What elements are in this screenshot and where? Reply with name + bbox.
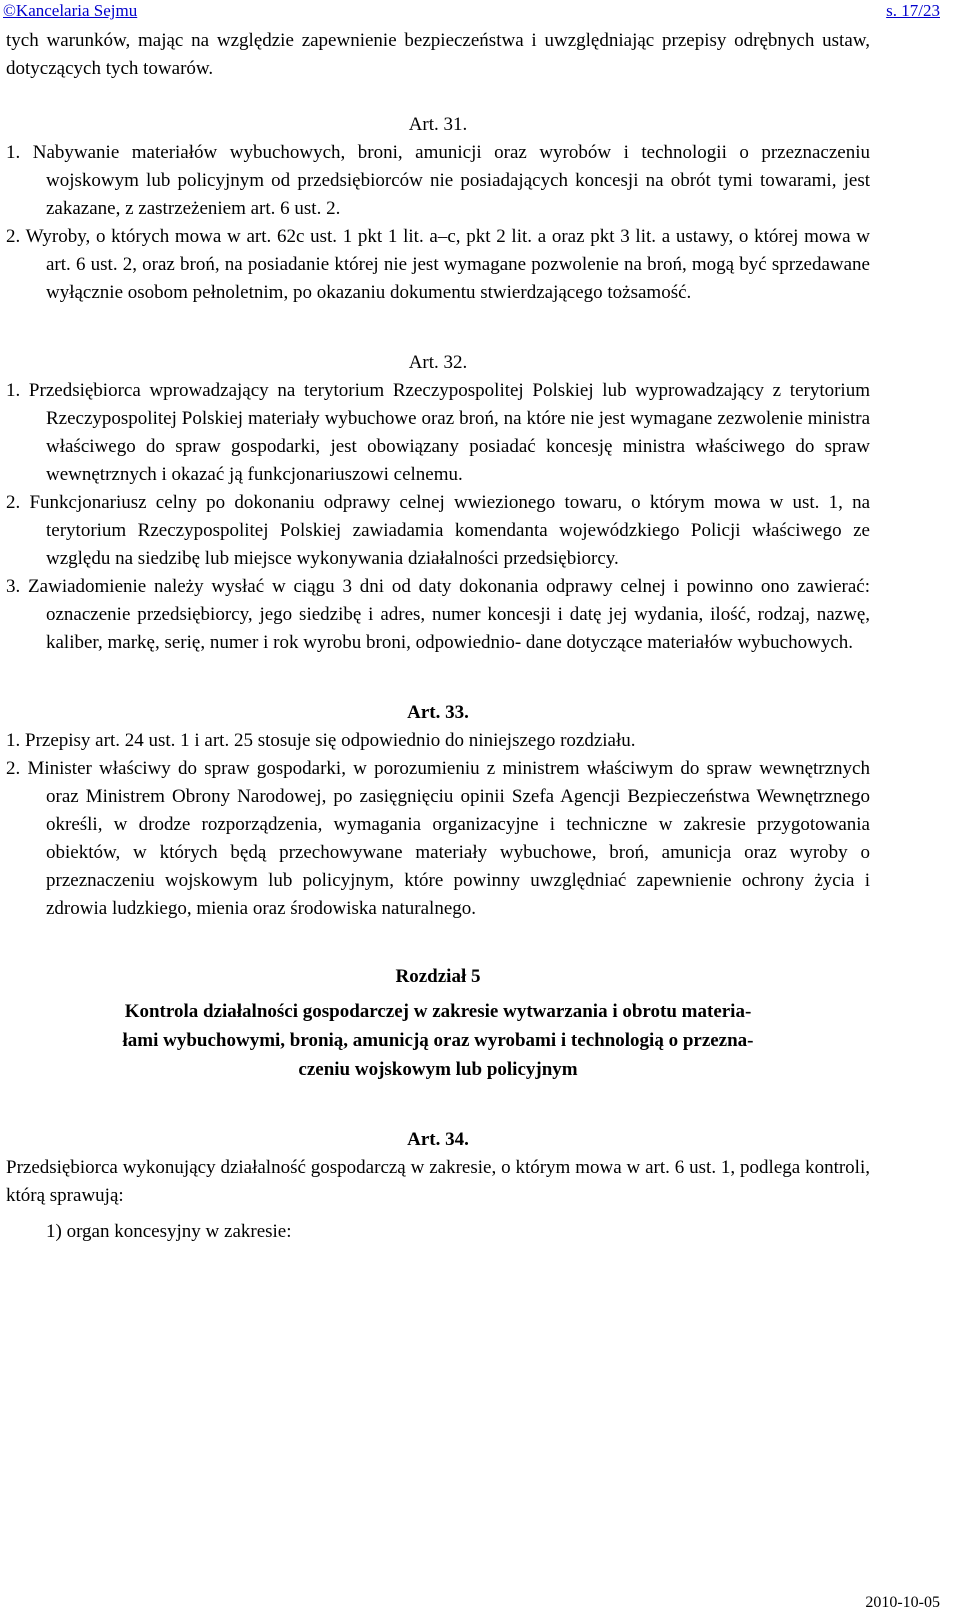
article-31-paragraph-1: 1. Nabywanie materiałów wybuchowych, broni, amunicji oraz wyrobów i technologii o przeznaczeniu wojskowym lub policyjnym od przedsiębiorców nie posiadających koncesji na obrót tymi towarami, jest zakazane, z zastrzeżeniem art. 6 ust. 2. bbox=[6, 142, 870, 219]
article-32-paragraph-1: 1. Przedsiębiorca wprowadzający na terytorium Rzeczypospolitej Polskiej lub wyprowadzający z terytorium Rzeczypospolitej Polskiej materiały wybuchowe oraz broń, na które nie jest wymagane zezwolenie ministra właściwego do spraw gospodarki, jest obowiązany posiadać koncesję ministra właściwego do spraw wewnętrznych i okazać ją funkcjonariuszowi celnemu. bbox=[6, 380, 870, 485]
paragraph-continuation: tych warunków, mając na względzie zapewnienie bezpieczeństwa i uwzględniając przepisy odrębnych ustaw, dotyczących tych towarów. bbox=[6, 30, 870, 79]
page-header bbox=[0, 0, 960, 22]
article-32-title: Art. 32. bbox=[408, 352, 468, 373]
document-body bbox=[6, 27, 870, 1246]
article-34-item-1: 1) organ koncesyjny w zakresie: bbox=[46, 1221, 292, 1242]
article-33-paragraph-1: 1. Przepisy art. 24 ust. 1 i art. 25 stosuje się odpowiednio do niniejszego rozdziału. bbox=[6, 730, 636, 751]
chapter-title-line-1: Kontrola działalności gospodarczej w zakresie wytwarzania i obrotu materia- bbox=[124, 1001, 752, 1022]
article-32-paragraph-3: 3. Zawiadomienie należy wysłać w ciągu 3 dni od daty dokonania odprawy celnej i powinno ono zawierać: oznaczenie przedsiębiorcy, jego siedzibę i adres, numer koncesji i datę jej wydania, ilość, rodzaj, nazwę, kaliber, markę, serię, numer i rok wyrobu broni, odpowiednio- dane dotyczące materiałów wybuchowych. bbox=[6, 576, 870, 653]
article-33-title: Art. 33. bbox=[407, 702, 469, 723]
chapter-number: Rozdział 5 bbox=[395, 966, 481, 987]
chapter-title-line-2: łami wybuchowymi, bronią, amunicją oraz wyrobami i technologią o przezna- bbox=[122, 1030, 754, 1051]
chapter-title bbox=[6, 997, 870, 1084]
article-32-paragraph-2: 2. Funkcjonariusz celny po dokonaniu odprawy celnej wwiezionego towaru, o którym mowa w ust. 1, na terytorium Rzeczypospolitej Polskiej zawiadamia komendanta wojewódzkiego Policji właściwego ze względu na siedzibę lub miejsce wykonywania działalności przedsiębiorcy. bbox=[6, 492, 870, 569]
page-number-link[interactable]: s. 17/23 bbox=[886, 1, 940, 20]
footer-date: 2010-10-05 bbox=[865, 1594, 940, 1611]
copyright-link[interactable]: ©Kancelaria Sejmu bbox=[3, 1, 138, 20]
article-34-paragraph-1: Przedsiębiorca wykonujący działalność gospodarczą w zakresie, o którym mowa w art. 6 ust. 1, podlega kontroli, którą sprawują: bbox=[6, 1157, 870, 1206]
article-33-paragraph-2: 2. Minister właściwy do spraw gospodarki, w porozumieniu z ministrem właściwym do spraw wewnętrznych oraz Ministrem Obrony Narodowej, po zasięgnięciu opinii Szefa Agencji Bezpieczeństwa Wewnętrznego określi, w drodze rozporządzenia, wymagania organizacyjne i techniczne w zakresie przygotowania obiektów, w których będą przechowywane materiały wybuchowe, broń, amunicja oraz wyroby o przeznaczeniu wojskowym lub policyjnym, które powinny uwzględniać zapewnienie ochrony życia i zdrowia ludzkiego, mienia oraz środowiska naturalnego. bbox=[6, 758, 870, 919]
article-34-title: Art. 34. bbox=[407, 1129, 469, 1150]
article-31-paragraph-2: 2. Wyroby, o których mowa w art. 62c ust. 1 pkt 1 lit. a–c, pkt 2 lit. a oraz pkt 3 lit. a ustawy, o której mowa w art. 6 ust. 2, oraz broń, na posiadanie której nie jest wymagane pozwolenie na broń, mogą być sprzedawane wyłącznie osobom pełnoletnim, po okazaniu dokumentu stwierdzającego tożsamość. bbox=[6, 226, 870, 303]
article-31-title: Art. 31. bbox=[408, 114, 468, 135]
chapter-title-line-3: czeniu wojskowym lub policyjnym bbox=[298, 1059, 578, 1080]
